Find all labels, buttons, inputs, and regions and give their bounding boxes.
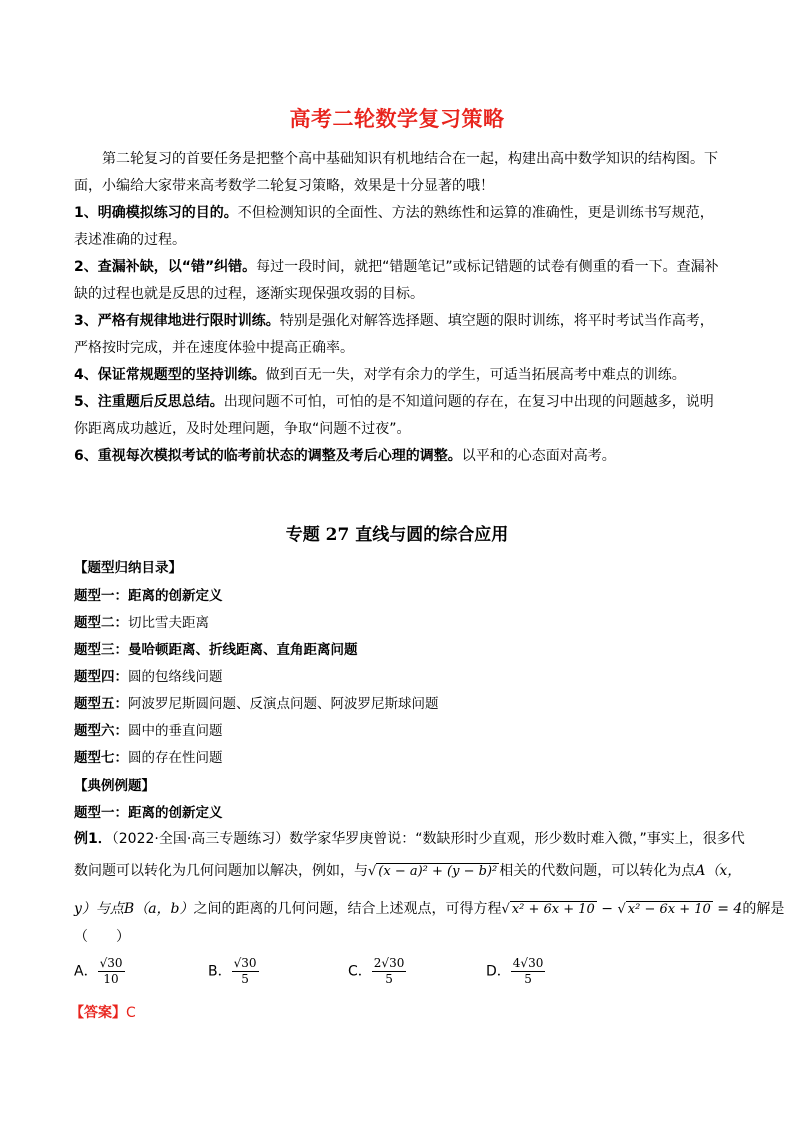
strategy-list xyxy=(74,200,724,470)
strategy-item-body: 不但检测知识的全面性、方法的熟练性和运算的准确性，更是训练书写规范，表述准确的过程。 xyxy=(74,205,714,248)
strategy-item-head: 6、重视每次模拟考试的临考前状态的调整及考后心理的调整。 xyxy=(74,448,462,464)
page-title: 高考二轮数学复习策略 xyxy=(289,107,505,131)
catalog-item-6: 题型六：圆中的垂直问题 xyxy=(74,723,223,739)
strategy-item-body: 特别是强化对解答选择题、填空题的限时训练，将平时考试当作高考，严格按时完成，并在速度体验中提高正确率。 xyxy=(74,313,714,356)
example-line-2: 数问题可以转化为几何问题加以解决，例如，与√ (x − a)² + (y − b)² 相关的代数问题，可以转化为点A（x， xyxy=(74,863,742,879)
topic-title: 专题 27 直线与圆的综合应用 xyxy=(285,525,509,545)
answer-value: C xyxy=(126,1005,136,1021)
strategy-item-head: 2、查漏补缺，以“错”纠错。 xyxy=(74,259,257,275)
catalog-item-3: 题型三：曼哈顿距离、折线距离、直角距离问题 xyxy=(74,642,358,658)
strategy-item-5 xyxy=(74,389,724,443)
catalog-header: 【题型归纳目录】 xyxy=(74,560,182,576)
example-line-3: y）与点B（a，b）之间的距离的几何问题，结合上述观点，可得方程√ x² + 6x + 10 − √ x² − 6x + 10 = 4的解是 xyxy=(74,901,785,917)
catalog-item-4: 题型四：圆的包络线问题 xyxy=(74,669,223,685)
sqrt-expression: √ (x − a)² + (y − b)² xyxy=(368,864,498,879)
example-line-1: 例1．（2022·全国·高三专题练习）数学家华罗庚曾说：“数缺形时少直观，形少数时难入微，”事实上，很多代 xyxy=(74,831,745,847)
strategy-item-body: 出现问题不可怕，可怕的是不知道问题的存在，在复习中出现的问题越多，说明你距离成功越近，及时处理问题，争取“问题不过夜”。 xyxy=(74,394,714,437)
strategy-item-body: 做到百无一失，对学有余力的学生，可适当拓展高考中难点的训练。 xyxy=(265,367,686,383)
strategy-item-4 xyxy=(74,362,724,389)
examples-header: 【典例例题】 xyxy=(74,778,155,794)
strategy-item-6 xyxy=(74,443,724,470)
strategy-item-body: 以平和的心态面对高考。 xyxy=(461,448,616,464)
catalog-item-2: 题型二：切比雪夫距离 xyxy=(74,615,209,631)
option-c[interactable]: C． $\frac{2√30}{5}$ xyxy=(348,956,405,986)
strategy-item-head: 3、严格有规律地进行限时训练。 xyxy=(74,313,280,329)
answer-line: 【答案】C xyxy=(70,1005,136,1021)
catalog-item-1: 题型一：距离的创新定义 xyxy=(74,588,223,604)
strategy-item-1 xyxy=(74,200,724,254)
strategy-item-head: 1、明确模拟练习的目的。 xyxy=(74,205,238,221)
answer-blank: （ ） xyxy=(74,929,130,945)
strategy-item-2 xyxy=(74,254,724,308)
option-d[interactable]: D． $\frac{4√30}{5}$ xyxy=(486,956,544,986)
sqrt-right: √ x² − 6x + 10 xyxy=(617,902,711,917)
strategy-item-3 xyxy=(74,308,724,362)
intro-paragraph: 第二轮复习的首要任务是把整个高中基础知识有机地结合在一起，构建出高中数学知识的结构图。下面，小编给大家带来高考数学二轮复习策略，效果是十分显著的哦！ xyxy=(74,151,718,194)
catalog-item-7: 题型七：圆的存在性问题 xyxy=(74,750,223,766)
option-b[interactable]: B． $\frac{√30}{5}$ xyxy=(208,956,257,986)
strategy-item-head: 5、注重题后反思总结。 xyxy=(74,394,224,410)
option-a[interactable]: A． $\frac{√30}{10}$ xyxy=(74,956,123,986)
strategy-item-head: 4、保证常规题型的坚持训练。 xyxy=(74,367,266,383)
sqrt-left: √ x² + 6x + 10 xyxy=(501,902,595,917)
section-heading: 题型一：距离的创新定义 xyxy=(74,805,223,821)
strategy-item-body: 每过一段时间，就把“错题笔记”或标记错题的试卷有侧重的看一下。查漏补缺的过程也就是反思的过程，逐渐实现保强攻弱的目标。 xyxy=(74,259,719,302)
catalog-item-5: 题型五：阿波罗尼斯圆问题、反演点问题、阿波罗尼斯球问题 xyxy=(74,696,439,712)
